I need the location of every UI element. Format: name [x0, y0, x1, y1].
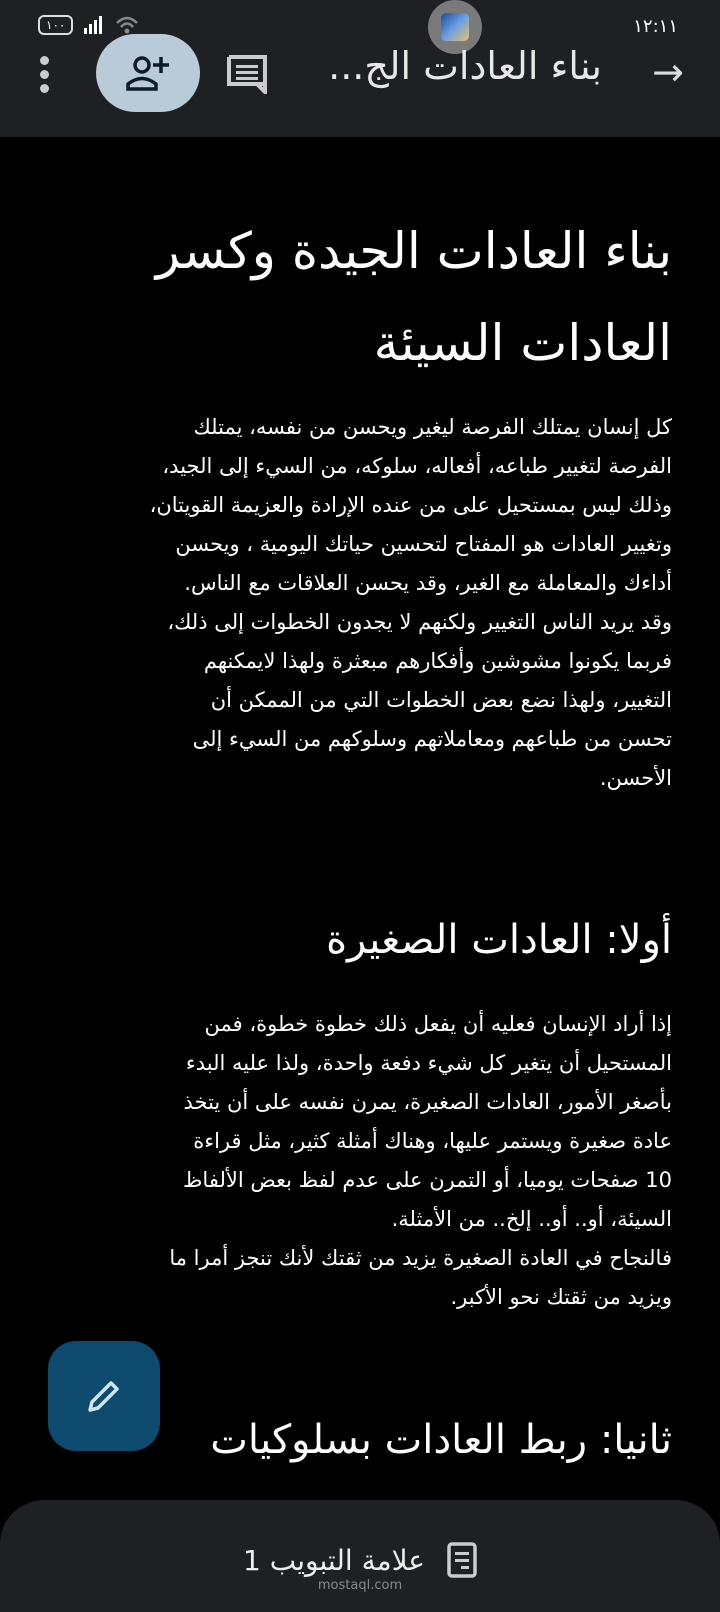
paragraph-1 — [52, 408, 672, 798]
text-line: كل إنسان يمتلك الفرصة ليغير ويحسن من نفسه، يمتلك — [193, 415, 672, 439]
text-line: 10 صفحات يوميا، أو التمرن على عدم لفظ بعض الألفاظ — [183, 1168, 672, 1192]
text-line: الأحسن. — [599, 766, 672, 790]
title-line: العادات السيئة — [373, 314, 672, 372]
pencil-icon — [84, 1376, 124, 1416]
document-icon — [447, 1542, 477, 1578]
browser-toolbar — [0, 0, 720, 137]
text-line: الفرصة لتغيير طباعه، أفعاله، سلوكه، من السيء إلى الجيد، — [162, 454, 672, 478]
section-heading: أولا: العادات الصغيرة — [326, 917, 672, 963]
paragraph-2 — [52, 1005, 672, 1317]
text-line: وذلك ليس بمستحيل على من عنده الإرادة والعزيمة القويتان، — [149, 493, 672, 517]
add-user-icon — [125, 53, 171, 93]
battery-icon: ١٠٠ — [38, 15, 73, 35]
comment-icon[interactable] — [226, 54, 268, 94]
signal-icon — [83, 16, 105, 34]
bookmark-button[interactable] — [0, 1542, 720, 1578]
text-line: تحسن من طباعهم ومعاملاتهم وسلوكهم من السيء إلى — [192, 727, 672, 751]
tab-title[interactable]: بناء العادات الج... — [328, 44, 602, 88]
more-menu-icon[interactable] — [40, 56, 49, 98]
bottom-bar — [0, 1500, 720, 1612]
bookmark-label: علامة التبويب 1 — [243, 1543, 426, 1577]
text-line: التغيير، ولهذا نضع بعض الخطوات التي من الممكن أن — [210, 688, 672, 712]
text-line: إذا أراد الإنسان فعليه أن يفعل ذلك خطوة خطوة، فمن — [204, 1012, 672, 1036]
text-line: السيئة، أو.. أو.. إلخ.. من الأمثلة. — [391, 1207, 672, 1231]
text-line: ويزيد من ثقتك نحو الأكبر. — [450, 1285, 672, 1309]
wifi-icon — [115, 15, 139, 35]
text-line: وقد يريد الناس التغيير ولكنهم لا يجدون الخطوات إلى ذلك، — [167, 610, 672, 634]
text-line: المستحيل أن يتغير كل شيء دفعة واحدة، ولذا عليه البدء — [185, 1051, 672, 1075]
text-line: عادة صغيرة ويستمر عليها، وهناك أمثلة كثير، مثل قراءة — [193, 1129, 672, 1153]
status-time: ١٢:١١ — [633, 16, 678, 37]
back-arrow-icon[interactable]: → — [652, 50, 684, 94]
edit-button[interactable] — [48, 1341, 160, 1451]
watermark: mostaql.com — [317, 1578, 403, 1593]
section-heading: ثانيا: ربط العادات بسلوكيات — [210, 1417, 672, 1463]
status-icons — [38, 15, 139, 35]
text-line: أداءك والمعاملة مع الغير، وقد يحسن العلاقات مع الناس. — [184, 571, 672, 595]
text-line: بأصغر الأمور، العادات الصغيرة، يمرن نفسه على أن يتخذ — [183, 1090, 672, 1114]
text-line: فربما يكونوا مشوشين وأفكارهم مبعثرة ولهذا لايمكنهم — [203, 649, 672, 673]
article-title — [52, 205, 672, 389]
add-user-button[interactable] — [96, 34, 200, 112]
text-line: فالنجاح في العادة الصغيرة يزيد من ثقتك لأنك تنجز أمرا ما — [169, 1246, 672, 1270]
title-line: بناء العادات الجيدة وكسر — [155, 222, 672, 280]
text-line: وتغيير العادات هو المفتاح لتحسين حياتك اليومية ، ويحسن — [175, 532, 672, 556]
